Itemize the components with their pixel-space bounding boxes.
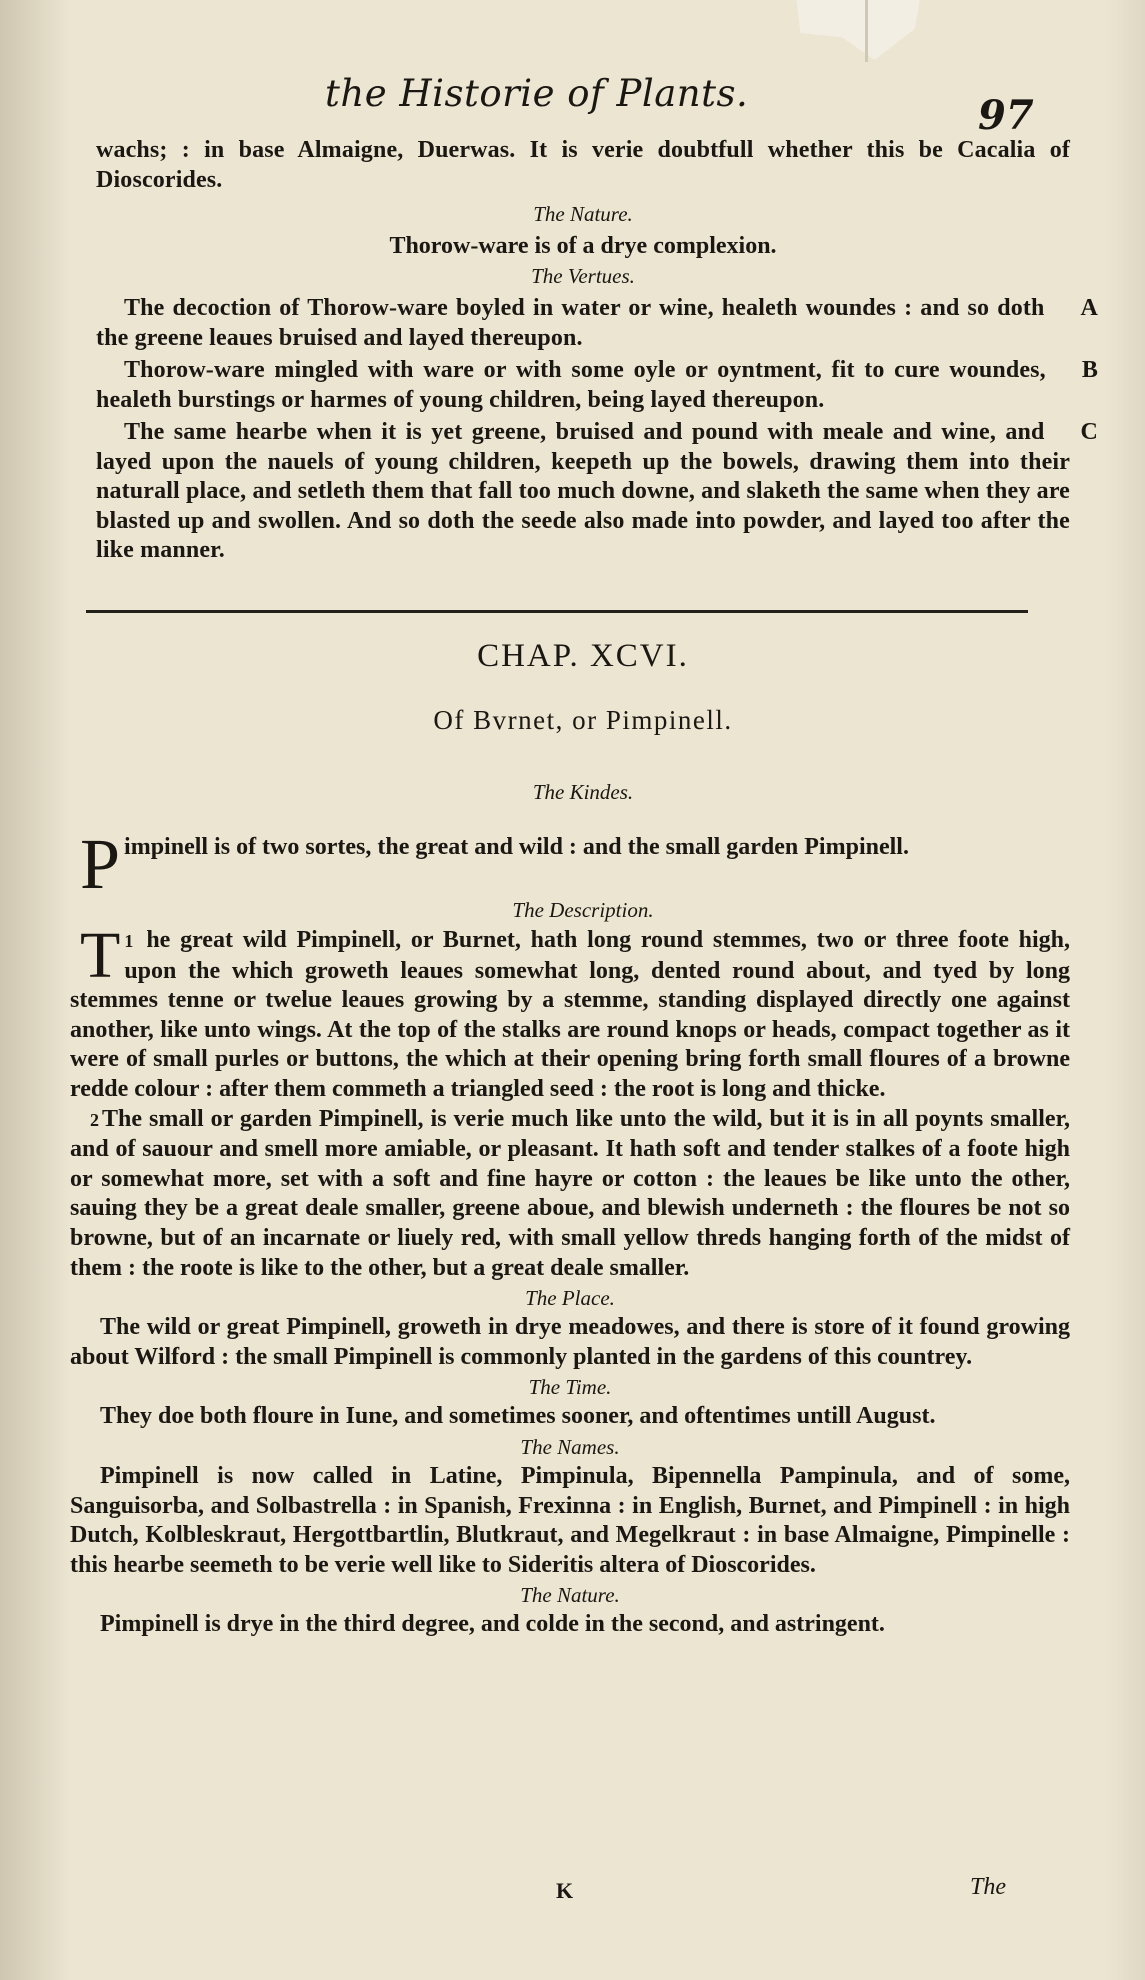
drop-cap-t: T — [80, 919, 121, 992]
section-heading-kindes: The Kindes. — [532, 780, 634, 804]
vertue-b-text: Thorow-ware mingled with ware or with some oyle or oyntment, fit to cure woundes, healeth burstings or harmes of young children, being layed thereupon. — [96, 357, 1046, 413]
section-heading-place: The Place. — [525, 1286, 615, 1311]
torn-paper-tab — [790, 0, 920, 60]
page-edge-tone — [1105, 0, 1145, 1980]
description-text-1: he great wild Pimpinell, or Burnet, hath long round stemmes, two or three foote high, upon the which groweth leaues somewhat long, dented round about, and tyed by long stemmes tenne or twelue leaues growing by a stemme, standing displayed directly one against another, like unto wings. At the top of the stalks are round knops or heads, compact together as it were of small purles or buttons, the which at their opening bring forth small floures of a browne redde colour : after them commeth a triangled seed : the root is long and thicke. — [70, 927, 1070, 1102]
continuation-paragraph: wachs; : in base Almaigne, Duerwas. It is verie doubtfull whether this be Cacalia of Dioscorides. — [96, 137, 1070, 193]
signature-mark: K — [556, 1878, 574, 1903]
description-item-2 — [70, 1105, 1070, 1284]
place-text: The wild or great Pimpinell, groweth in drye meadowes, and there is store of it found growing about Wilford : the small Pimpinell is commonly planted in the gardens of this countrey. — [70, 1314, 1070, 1370]
running-head: the Historie of Plants. — [325, 72, 749, 115]
section-heading-description: The Description. — [512, 898, 654, 922]
vertue-paragraph-a — [96, 294, 1098, 353]
page-number: 97 — [978, 92, 1034, 139]
torn-paper-edge — [865, 0, 868, 62]
description-item-1 — [70, 919, 1070, 1105]
catchword: The — [970, 1874, 1006, 1900]
item-number-2: 2 — [90, 1109, 99, 1130]
margin-letter-b: B — [1081, 357, 1098, 383]
vertue-paragraph-b — [96, 356, 1098, 415]
section-heading-nature: The Nature. — [533, 202, 633, 226]
binding-shadow — [0, 0, 70, 1980]
nature-text: Thorow-ware is of a drye complexion. — [389, 233, 777, 259]
section-heading-vertues: The Vertues. — [531, 264, 635, 288]
time-text: They doe both floure in Iune, and sometimes sooner, and oftentimes untill August. — [100, 1403, 936, 1430]
section-heading-nature-2: The Nature. — [520, 1583, 620, 1608]
description-text-2: The small or garden Pimpinell, is verie much like unto the wild, but it is in all poynts smaller, and of sauour and smell more amiable, or pleasant. It hath soft and tender stalkes of a foote high or somewhat more, set with a soft and fine hayre or cotton : the leaues be like unto the other, sauing they be a great deale smaller, greene aboue, and blewish underneth : the floures be not so browne, but of an incarnate or liuely red, with small yellow threds hanging forth of the midst of them : the roote is like to the other, but a great deale smaller. — [70, 1105, 1070, 1281]
names-text: Pimpinell is now called in Latine, Pimpinula, Bipennella Pampinula, and of some, Sanguisorba, and Solbastrella : in Spanish, Frexinna : in English, Burnet, and Pimpinell : in high Dutch, Kolbleskraut, Hergottbartlin, Blutkraut, and Megelkraut : in base Almaigne, Pimpinelle : this hearbe seemeth to be verie well like to Sideritis altera of Dioscorides. — [70, 1462, 1070, 1578]
vertue-paragraph-c — [96, 418, 1098, 566]
kindes-text: impinell is of two sortes, the great and wild : and the small garden Pimpinell. — [124, 834, 909, 860]
section-heading-time: The Time. — [528, 1375, 612, 1400]
nature-2-text: Pimpinell is drye in the third degree, and colde in the second, and astringent. — [100, 1611, 885, 1638]
vertue-a-text: The decoction of Thorow-ware boyled in water or wine, healeth woundes : and so doth the greene leaues bruised and layed thereupon. — [96, 295, 1045, 351]
margin-letter-c: C — [1080, 419, 1098, 445]
margin-letter-a: A — [1080, 295, 1098, 321]
chapter-subtitle: Of Bvrnet, or Pimpinell. — [433, 705, 733, 735]
description-block — [70, 919, 1070, 1640]
kindes-paragraph — [80, 824, 1070, 904]
section-heading-names: The Names. — [520, 1434, 620, 1459]
vertue-c-text: The same hearbe when it is yet greene, bruised and pound with meale and wine, and layed upon the nauels of young children, keepeth up the bowels, drawing them into their naturall place, and setleth them that fall too much downe, and slaketh the same when they are blasted up and swollen. And so doth the seede also made into powder, and layed too after the like manner. — [96, 419, 1070, 563]
chapter-title: CHAP. XCVI. — [477, 638, 689, 674]
section-rule — [86, 610, 1028, 613]
drop-cap-p: P — [80, 824, 121, 904]
item-number-1: 1 — [124, 931, 134, 951]
